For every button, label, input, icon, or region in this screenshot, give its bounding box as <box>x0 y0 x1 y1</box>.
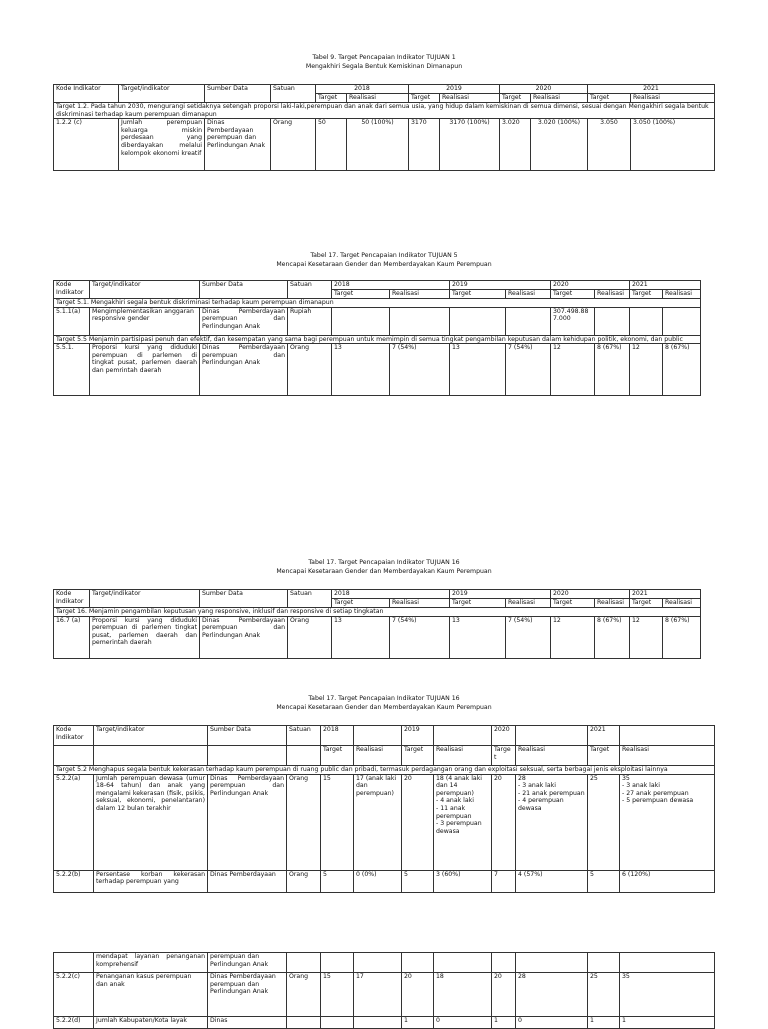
cell-indicator: Jumlah perempuan keluarga miskin perdesaan yang diberdayakan melalui kelompok ekonomi kreatif <box>119 119 205 171</box>
cell-value <box>588 953 620 973</box>
cell-value: 17 (anak laki dan perempuan) <box>354 774 402 870</box>
target-row <box>54 335 701 344</box>
col-2020: 2020 <box>551 281 630 290</box>
cell-value: 13 <box>450 616 506 658</box>
table5 <box>53 952 715 1029</box>
cell-value <box>354 1017 402 1029</box>
cell-value: 1 <box>620 1017 715 1029</box>
cell-value: 13 <box>450 344 506 396</box>
cell-value: 0 (0%) <box>354 870 402 892</box>
sub-target: Target <box>409 94 440 103</box>
cell-value <box>402 953 434 973</box>
target-text: Target 5.5 Menjamin partisipasi penuh dan efektif, dan kesempatan yang sama bagi perempuan untuk memimpin di semua tingkat pengambilan keputusan dalam kehidupan politik, ekonomi, dan public <box>54 335 701 344</box>
target-text: Target 5.1. Mengakhiri segala bentuk diskriminasi terhadap kaum perempuan dimanapun <box>54 299 701 308</box>
cell-value: 8 (67%) <box>595 344 630 396</box>
sub-target: Target <box>630 599 663 608</box>
cell-value: 28 <box>516 973 588 1017</box>
cell-value: 17 <box>354 973 402 1017</box>
sub-realisasi: Realisasi <box>663 599 701 608</box>
cell-unit: Rupiah <box>288 307 332 335</box>
target-row <box>54 608 701 617</box>
cell-value: 3.020 <box>500 119 531 171</box>
cell-unit <box>287 953 321 973</box>
cell-value <box>595 307 630 335</box>
sub-realisasi: Realisasi <box>516 746 588 766</box>
col-satuan: Satuan <box>288 281 332 299</box>
sub-target: Target <box>492 746 516 766</box>
sub-target: Target <box>588 94 631 103</box>
col-2021: 2021 <box>630 590 701 599</box>
cell-value: 8 (67%) <box>595 616 630 658</box>
table-row <box>54 1017 715 1029</box>
cell-code: 5.2.2(d) <box>54 1017 94 1029</box>
cell-indicator: mendapat layanan penanganan komprehensif <box>94 953 208 973</box>
col-2021: 2021 <box>588 85 715 94</box>
col-2019: 2019 <box>450 590 551 599</box>
cell-code: 16.7 (a) <box>54 616 90 658</box>
sub-target: Target <box>500 94 531 103</box>
sub-target: Target <box>332 290 390 299</box>
cell-indicator: Proporsi kursi yang diduduki perempuan di parlemen tingkat pusat, parlemen daerah dan pemerintah daerah <box>90 616 200 658</box>
sub-realisasi: Realisasi <box>506 599 551 608</box>
col-sumber: Sumber Data <box>200 281 288 299</box>
table4 <box>53 725 715 893</box>
cell-value: 3.050 <box>588 119 631 171</box>
cell-value: 5 <box>588 870 620 892</box>
cell-code: 5.5.1. <box>54 344 90 396</box>
col-indikator: Target/indikator <box>94 726 208 746</box>
cell-value <box>630 307 663 335</box>
cell-indicator: Proporsi kursi yang diduduki perempuan di parlemen di tingkat pusat, parlemen daerah dan pemrintah daerah <box>90 344 200 396</box>
cell-value <box>390 307 450 335</box>
table4-title: Tabel 17. Target Pencapaian Indikator TUJUAN 16 <box>308 695 460 702</box>
table3-title: Tabel 17. Target Pencapaian Indikator TUJUAN 16 <box>308 559 460 566</box>
col-2020: 2020 <box>492 726 516 746</box>
cell-value: 5 <box>321 870 354 892</box>
cell-value: 13 <box>332 616 390 658</box>
cell-value: 7 (54%) <box>506 344 551 396</box>
col-satuan: Satuan <box>288 590 332 608</box>
col-indikator: Target/indikator <box>119 85 205 103</box>
target-row <box>54 766 715 775</box>
col-satuan: Satuan <box>287 726 321 746</box>
cell-value: 8 (67%) <box>663 344 701 396</box>
col-2021: 2021 <box>630 281 701 290</box>
cell-code: 1.2.2 (c) <box>54 119 119 171</box>
table1 <box>53 84 715 171</box>
sub-realisasi: Realisasi <box>631 94 715 103</box>
cell-value <box>506 307 551 335</box>
sub-target: Target <box>450 290 506 299</box>
col-kode: Kode Indikator <box>54 85 119 103</box>
cell-value: 8 (67%) <box>663 616 701 658</box>
cell-value: 0 <box>516 1017 588 1029</box>
col-indikator: Target/indikator <box>90 281 200 299</box>
table-row <box>54 870 715 892</box>
table3-subtitle: Mencapai Kesetaraan Gender dan Memberdayakan Kaum Perempuan <box>276 568 492 575</box>
cell-indicator: Penanganan kasus perempuan dan anak <box>94 973 208 1017</box>
cell-indicator: Mengimplementasikan anggaran responsive gender <box>90 307 200 335</box>
cell-value <box>663 307 701 335</box>
cell-value: 6 (120%) <box>620 870 715 892</box>
target-text: Target 5.2 Menghapus segala bentuk kekerasan terhadap kaum perempuan di ruang public dan pribadi, termasuk perdagangan orang dan exploitasi seksual, serta berbagai jenis eksploitasi lainnya <box>54 766 715 775</box>
cell-value: 20 <box>492 973 516 1017</box>
cell-code: 5.2.2(a) <box>54 774 94 870</box>
table-row <box>54 616 701 658</box>
cell-source: Dinas Pemberdayaan perempuan dan Perlindungan Anak <box>205 119 271 171</box>
col-2018: 2018 <box>332 281 450 290</box>
cell-source: Dinas Pemberdayaan perempuan dan Perlindungan Anak <box>200 307 288 335</box>
sub-target: Target <box>630 290 663 299</box>
sub-target: Target <box>450 599 506 608</box>
cell-unit: Orang <box>288 344 332 396</box>
sub-realisasi: Realisasi <box>620 746 715 766</box>
cell-value: 20 <box>492 774 516 870</box>
cell-source: Dinas Pemberdayaan <box>208 870 287 892</box>
cell-value <box>321 1017 354 1029</box>
cell-value: 307.498.887.000 <box>551 307 595 335</box>
cell-value: 3170 <box>409 119 440 171</box>
cell-value: 3.020 (100%) <box>531 119 588 171</box>
col-2018: 2018 <box>316 85 409 94</box>
sub-target: Target <box>321 746 354 766</box>
target-row <box>54 103 715 119</box>
cell-source: Dinas Pemberdayaan perempuan dan Perlindungan Anak <box>208 774 287 870</box>
sub-target: Target <box>551 290 595 299</box>
cell-code <box>54 953 94 973</box>
cell-unit: Orang <box>287 774 321 870</box>
empty-cell <box>434 726 492 746</box>
cell-source: Dinas Pemberdayaan perempuan dan Perlindungan Anak <box>200 344 288 396</box>
table3 <box>53 589 701 659</box>
col-2019: 2019 <box>409 85 500 94</box>
cell-value: 3.050 (100%) <box>631 119 715 171</box>
table-row <box>54 344 701 396</box>
sub-realisasi: Realisasi <box>440 94 500 103</box>
col-2018: 2018 <box>321 726 354 746</box>
table-row <box>54 774 715 870</box>
empty-cell <box>287 746 321 766</box>
cell-value: 12 <box>551 616 595 658</box>
empty-cell <box>620 726 715 746</box>
cell-indicator: Jumlah Kabupaten/Kota layak <box>94 1017 208 1029</box>
cell-value <box>434 953 492 973</box>
table2 <box>53 280 701 396</box>
empty-cell <box>94 746 208 766</box>
cell-value: 1 <box>588 1017 620 1029</box>
cell-value: 7 (54%) <box>390 344 450 396</box>
cell-source: Dinas <box>208 1017 287 1029</box>
sub-realisasi: Realisasi <box>390 599 450 608</box>
col-kode: Kode Indikator <box>54 281 90 299</box>
cell-value: 35 - 3 anak laki - 27 anak perempuan - 5 perempuan dewasa <box>620 774 715 870</box>
cell-unit: Orang <box>271 119 316 171</box>
target-row <box>54 299 701 308</box>
cell-value <box>321 953 354 973</box>
target-text: Target 1.2. Pada tahun 2030, mengurangi setidaknya setengah proporsi laki-laki,perempuan dan anak dari semua usia, yang hidup dalam kemiskinan di semua dimensi, sesuai dengan Mengakhiri segala bentuk diskriminasi terhadap kaum perempuan dimanapun <box>54 103 715 119</box>
col-2021: 2021 <box>588 726 620 746</box>
cell-value: 20 <box>402 973 434 1017</box>
col-sumber: Sumber Data <box>205 85 271 103</box>
cell-unit: Orang <box>287 973 321 1017</box>
empty-cell <box>208 746 287 766</box>
sub-realisasi: Realisasi <box>354 746 402 766</box>
table1-title: Tabel 9. Target Pencapaian Indikator TUJUAN 1 <box>312 54 456 61</box>
sub-realisasi: Realisasi <box>663 290 701 299</box>
col-kode: Kode Indikator <box>54 726 94 746</box>
cell-value: 4 (57%) <box>516 870 588 892</box>
sub-realisasi: Realisasi <box>531 94 588 103</box>
empty-cell <box>54 746 94 766</box>
table-header-row <box>54 726 715 746</box>
table-row <box>54 119 715 171</box>
table-header-row <box>54 85 715 94</box>
cell-value <box>332 307 390 335</box>
cell-source: Dinas Pemberdayaan perempuan dan Perlindungan Anak <box>200 616 288 658</box>
cell-indicator: Jumlah perempuan dewasa (umur 18-64 tahun) dan anak yang mengalami kekerasan (fisik, psikis, seksual, ekonomi, penelantaran) dalam 12 bulan terakhir <box>94 774 208 870</box>
cell-value: 18 (4 anak laki dan 14 perempuan) - 4 anak laki - 11 anak perempuan - 3 perempuan dewasa <box>434 774 492 870</box>
col-satuan: Satuan <box>271 85 316 103</box>
col-2018: 2018 <box>332 590 450 599</box>
sub-target: Target <box>402 746 434 766</box>
sub-target: Target <box>588 746 620 766</box>
cell-unit: Orang <box>288 616 332 658</box>
empty-cell <box>354 726 402 746</box>
cell-value: 5 <box>402 870 434 892</box>
table-subheader-row <box>54 746 715 766</box>
cell-code: 5.2.2(c) <box>54 973 94 1017</box>
cell-value: 7 <box>492 870 516 892</box>
empty-cell <box>516 726 588 746</box>
col-2019: 2019 <box>402 726 434 746</box>
table2-title: Tabel 17. Target Pencapaian Indikator TUJUAN 5 <box>310 252 458 259</box>
col-2020: 2020 <box>500 85 588 94</box>
cell-source: perempuan dan Perlindungan Anak <box>208 953 287 973</box>
sub-realisasi: Realisasi <box>347 94 409 103</box>
col-kode: Kode Indikator <box>54 590 90 608</box>
cell-code: 5.2.2(b) <box>54 870 94 892</box>
cell-unit: Orang <box>287 870 321 892</box>
col-sumber: Sumber Data <box>200 590 288 608</box>
sub-target: Target <box>316 94 347 103</box>
sub-target: Target <box>551 599 595 608</box>
table-row <box>54 307 701 335</box>
table4-subtitle: Mencapai Kesetaraan Gender dan Memberdayakan Kaum Perempuan <box>276 704 492 711</box>
sub-realisasi: Realisasi <box>390 290 450 299</box>
cell-value: 12 <box>630 344 663 396</box>
cell-value: 15 <box>321 774 354 870</box>
cell-value: 13 <box>332 344 390 396</box>
cell-source: Dinas Pemberdayaan perempuan dan Perlindungan Anak <box>208 973 287 1017</box>
cell-value <box>516 953 588 973</box>
cell-value: 7 (54%) <box>506 616 551 658</box>
cell-value: 25 <box>588 973 620 1017</box>
cell-value <box>492 953 516 973</box>
cell-value: 1 <box>492 1017 516 1029</box>
cell-indicator: Persentase korban kekerasan terhadap perempuan yang <box>94 870 208 892</box>
table-row <box>54 953 715 973</box>
table-header-row <box>54 590 701 599</box>
cell-value <box>354 953 402 973</box>
cell-value: 50 (100%) <box>347 119 409 171</box>
cell-value: 15 <box>321 973 354 1017</box>
cell-value: 20 <box>402 774 434 870</box>
cell-value: 3 (60%) <box>434 870 492 892</box>
cell-unit <box>287 1017 321 1029</box>
cell-value: 0 <box>434 1017 492 1029</box>
cell-value: 35 <box>620 973 715 1017</box>
sub-realisasi: Realisasi <box>595 599 630 608</box>
cell-code: 5.1.1(a) <box>54 307 90 335</box>
cell-value: 3170 (100%) <box>440 119 500 171</box>
table-header-row <box>54 281 701 290</box>
sub-realisasi: Realisasi <box>434 746 492 766</box>
table1-subtitle: Mengakhiri Segala Bentuk Kemiskinan Dimanapun <box>305 63 463 70</box>
col-indikator: Target/indikator <box>90 590 200 608</box>
cell-value: 28 - 3 anak laki - 21 anak perempuan - 4 perempuan dewasa <box>516 774 588 870</box>
sub-target: Target <box>332 599 390 608</box>
table2-subtitle: Mencapai Kesetaraan Gender dan Memberdayakan Kaum Perempuan <box>276 261 492 268</box>
cell-value: 50 <box>316 119 347 171</box>
cell-value: 1 <box>402 1017 434 1029</box>
sub-realisasi: Realisasi <box>506 290 551 299</box>
cell-value: 12 <box>551 344 595 396</box>
sub-realisasi: Realisasi <box>595 290 630 299</box>
cell-value: 12 <box>630 616 663 658</box>
cell-value: 18 <box>434 973 492 1017</box>
cell-value <box>450 307 506 335</box>
cell-value: 25 <box>588 774 620 870</box>
col-2019: 2019 <box>450 281 551 290</box>
cell-value: 7 (54%) <box>390 616 450 658</box>
col-2020: 2020 <box>551 590 630 599</box>
table-row <box>54 973 715 1017</box>
target-text: Target 16. Menjamin pengambilan keputusan yang responsive, inklusif dan responsive di setiap tingkatan <box>54 608 701 617</box>
col-sumber: Sumber Data <box>208 726 287 746</box>
cell-value <box>620 953 715 973</box>
